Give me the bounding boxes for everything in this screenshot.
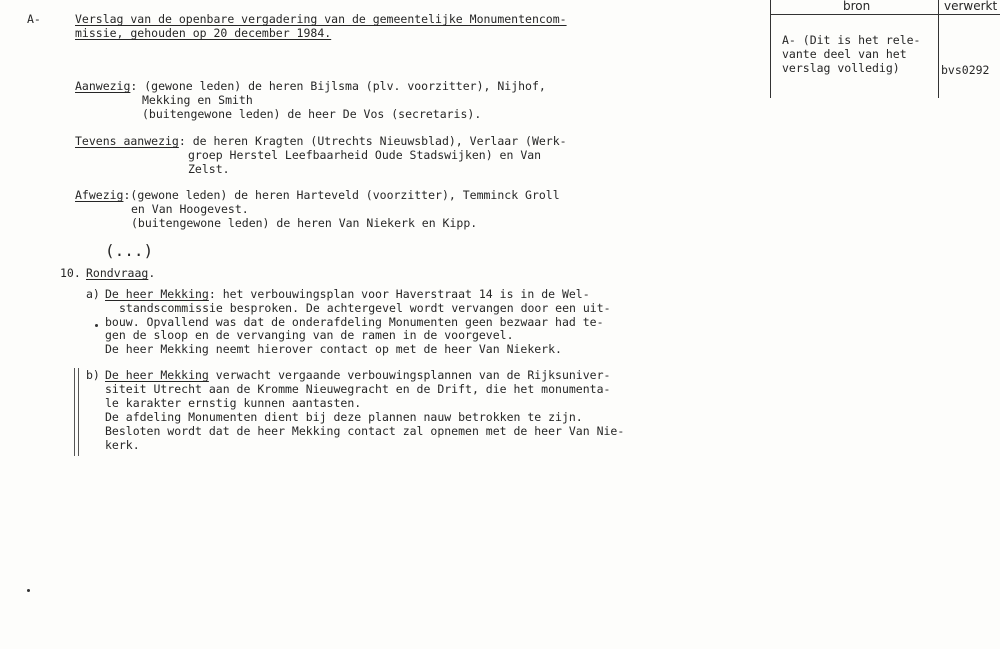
- section-title-suffix: .: [148, 266, 156, 280]
- attendees-text: : (gewone leden) de heren Bijlsma (plv. voorzitter), Nijhof,: [130, 79, 546, 93]
- item-a-line4: gen de sloop en de vervanging van de ramen in de voorgevel.: [105, 328, 514, 342]
- attendees-label: Aanwezig: [75, 79, 131, 93]
- item-b-line3: le karakter ernstig kunnen aantasten.: [105, 396, 362, 410]
- section-number: 10.: [60, 266, 81, 280]
- omission-ellipsis: (...): [105, 241, 154, 260]
- item-a-line5: De heer Mekking neemt hierover contact op met de heer Van Niekerk.: [105, 342, 562, 356]
- section-title-wrap: [86, 266, 155, 281]
- also-present-line1: [75, 134, 567, 149]
- item-a-marker: a): [86, 287, 100, 301]
- item-b-line4: De afdeling Monumenten dient bij deze plannen nauw betrokken te zijn.: [105, 410, 583, 424]
- section-title: Rondvraag: [86, 266, 149, 280]
- also-present-text: : de heren Kragten (Utrechts Nieuwsblad), Verlaar (Werk-: [178, 134, 567, 148]
- column-header-verwerkt: verwerkt: [944, 0, 998, 13]
- absent-text: :(gewone leden) de heren Harteveld (voorzitter), Temminck Groll: [123, 188, 560, 202]
- document-title-line2: missie, gehouden op 20 december 1984.: [75, 26, 332, 40]
- bron-line-2: vante deel van het: [782, 47, 907, 61]
- item-b-text1: verwacht vergaande verbouwingsplannen van de Rijksuniver-: [208, 368, 611, 382]
- absent-label: Afwezig: [75, 188, 124, 202]
- document-title-line1: Verslag van de openbare vergadering van de gemeentelijke Monumentencom-: [75, 12, 567, 26]
- also-present-line2: groep Herstel Leefbaarheid Oude Stadswijken) en Van: [188, 148, 542, 162]
- verwerkt-value: bvs0292: [941, 63, 990, 77]
- absent-line3: (buitengewone leden) de heren Van Niekerk en Kipp.: [131, 216, 478, 230]
- item-a-text1: : het verbouwingsplan voor Haverstraat 14 is in de Wel-: [208, 287, 590, 301]
- item-a-speaker: De heer Mekking: [105, 287, 209, 301]
- also-present-line3: Zelst.: [188, 162, 230, 176]
- also-present-label: Tevens aanwezig: [75, 134, 179, 148]
- item-b-line2: siteit Utrecht aan de Kromme Nieuwegracht en de Drift, die het monumenta-: [105, 382, 611, 396]
- margin-dot: [95, 324, 98, 327]
- absent-line2: en Van Hoogevest.: [131, 202, 249, 216]
- attendees-line3: (buitengewone leden) de heer De Vos (secretaris).: [142, 107, 482, 121]
- column-header-bron: bron: [843, 0, 871, 13]
- margin-bracket: [74, 368, 79, 456]
- item-b-speaker: De heer Mekking: [105, 368, 209, 382]
- item-a-line2: standscommissie besproken. De achtergevel wordt vervangen door een uit-: [119, 301, 611, 315]
- item-b-line5: Besloten wordt dat de heer Mekking contact zal opnemen met de heer Van Nie-: [105, 424, 625, 438]
- item-b-marker: b): [86, 368, 100, 382]
- item-a-line3: bouw. Opvallend was dat de onderafdeling Monumenten geen bezwaar had te-: [105, 315, 604, 329]
- document-marker: A-: [27, 12, 41, 26]
- bron-line-3: verslag volledig): [782, 61, 900, 75]
- attendees-line1: [75, 79, 546, 94]
- page-speck: [27, 589, 30, 592]
- bron-line-1: A- (Dit is het rele-: [782, 33, 921, 47]
- absent-line1: [75, 188, 560, 203]
- item-a-line1: [105, 287, 590, 302]
- attendees-line2: Mekking en Smith: [142, 93, 253, 107]
- item-b-line6: kerk.: [105, 438, 140, 452]
- item-b-line1: [105, 368, 610, 383]
